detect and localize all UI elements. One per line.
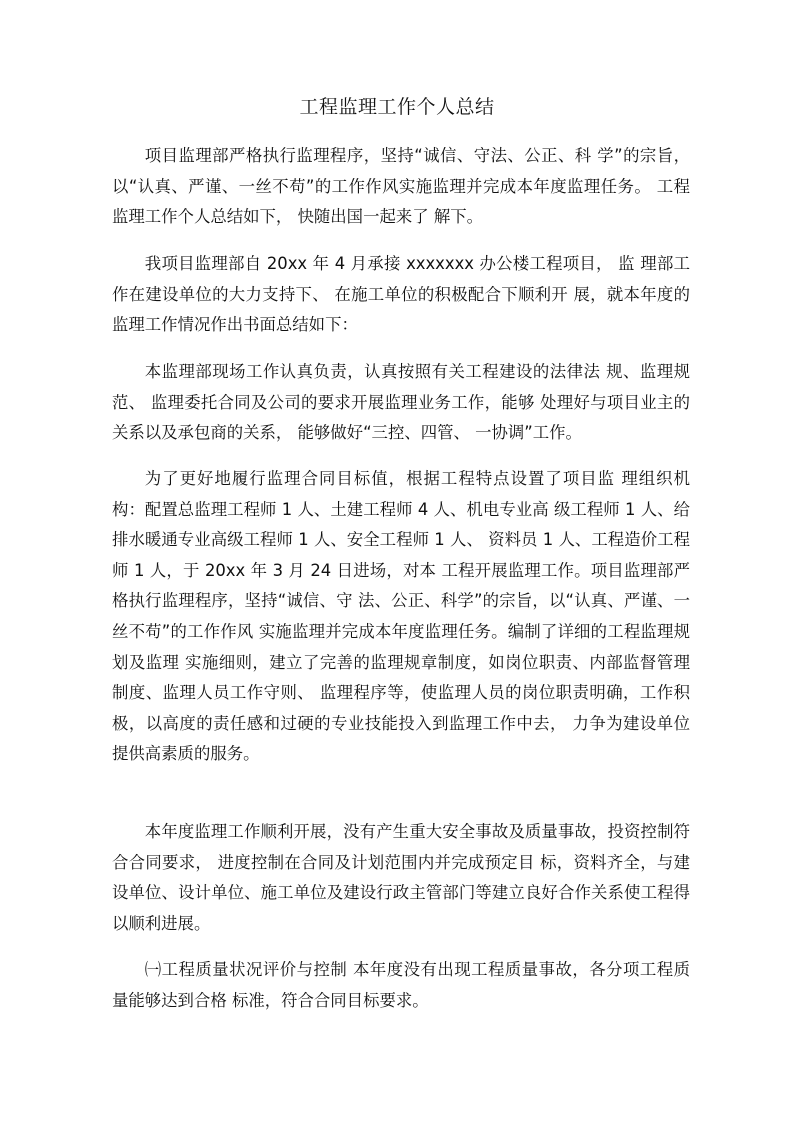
paragraph-quality-control: ㈠工程质量状况评价与控制 本年度没有出现工程质量事故，各分项工程质量能够达到合格 标准，符合合同目标要求。 (112, 960, 690, 1010)
paragraph-intro: 项目监理部严格执行监理程序，坚持“诚信、守法、公正、科 学”的宗旨，以“认真、严谨、一丝不苟”的工作作风实施监理并完成本年度监理任务。 工程监理工作个人总结如下， 快随出国一起来了 解下。 (112, 146, 690, 227)
paragraph-year-summary: 本年度监理工作顺利开展，没有产生重大安全事故及质量事故，投资控制符合合同要求， 进度控制在合同及计划范围内并完成预定目 标，资料齐全，与建设单位、设计单位、施工单位及建设行政主管部门等建立良好合作关系使工程得以顺利进展。 (112, 822, 690, 933)
paragraph-organization: 为了更好地履行监理合同目标值，根据工程特点设置了项目监 理组织机构：配置总监理工程师 1 人、土建工程师 4 人、机电专业高 级工程师 1 人、给排水暖通专业高级工程师 1 人、安全工程师 1 人、 资料员 1 人、工程造价工程师 1 人，于 20xx 年 3 月 24 日进场，对本 工程开展监理工作。项目监理部严格执行监理程序，坚持“诚信、守 法、公正、科学”的宗旨，以“认真、严谨、一丝不苟”的工作作风 实施监理并完成本年度监理任务。编制了详细的工程监理规划及监理 实施细则，建立了完善的监理规章制度，如岗位职责、内部监督管理 制度、监理人员工作守则、 监理程序等，使监理人员的岗位职责明确，工作积极，以高度的责任感和过硬的专业技能投入到监理工作中去， 力争为建设单位提供高素质的服务。 (112, 469, 690, 764)
paragraph-project: 我项目监理部自 20xx 年 4 月承接 xxxxxxx 办公楼工程项目， 监 理部工作在建设单位的大力支持下、 在施工单位的积极配合下顺利开 展，就本年度的监理工作情况作出书面总结如下： (112, 254, 690, 335)
document-title: 工程监理工作个人总结 (299, 96, 495, 118)
paragraph-site-work: 本监理部现场工作认真负责，认真按照有关工程建设的法律法 规、监理规范、 监理委托合同及公司的要求开展监理业务工作，能够 处理好与项目业主的关系以及承包商的关系， 能够做好“三控、四管、 一协调”工作。 (112, 362, 690, 443)
